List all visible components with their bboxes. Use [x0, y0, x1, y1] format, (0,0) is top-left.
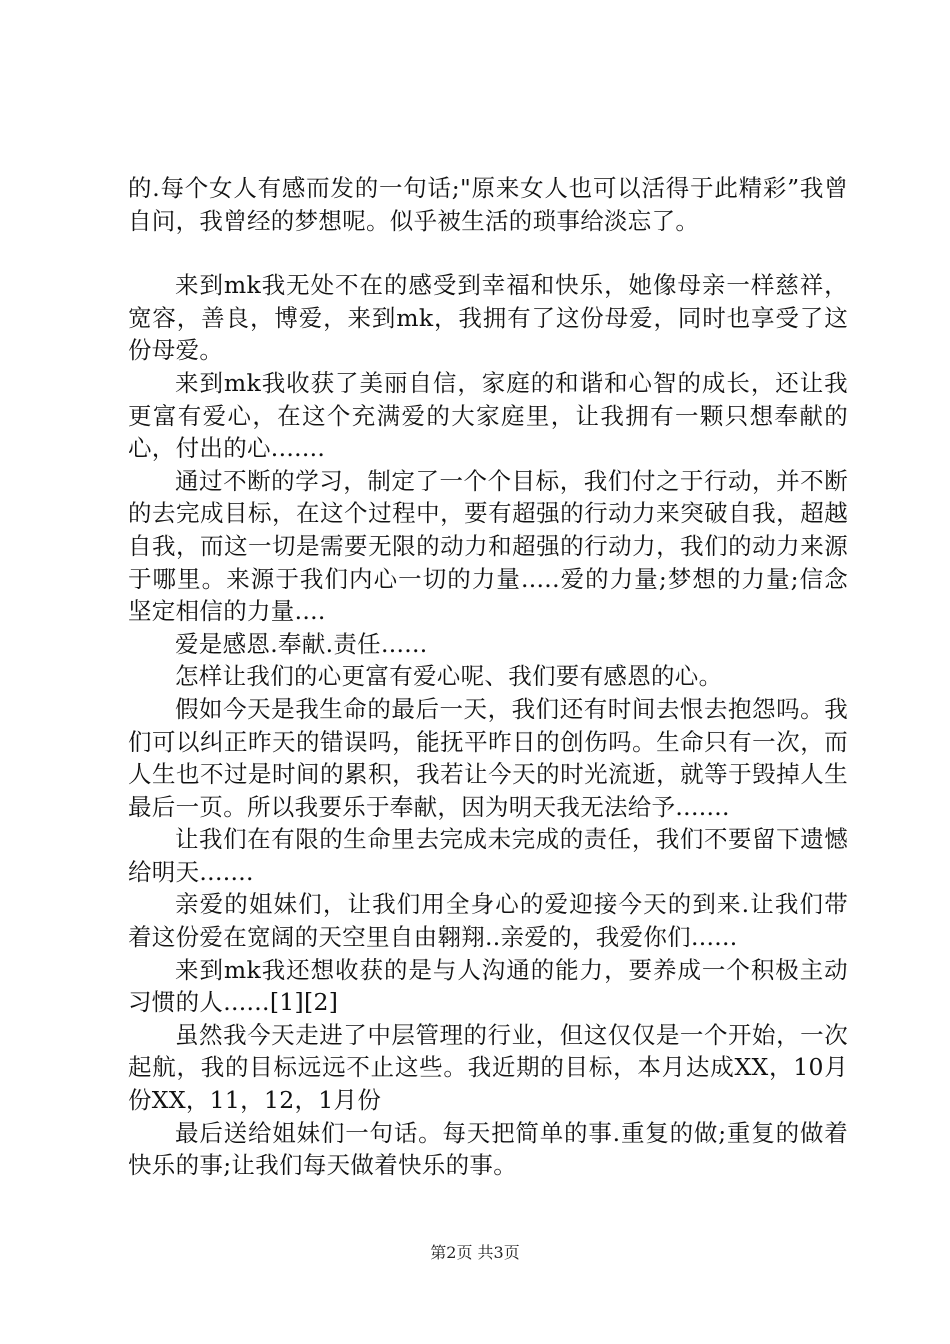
paragraph-continuation: 的.每个女人有感而发的一句话;"原来女人也可以活得于此精彩”我曾自问，我曾经的梦想呢。似乎被生活的琐事给淡忘了。 [128, 174, 848, 235]
paragraph: 来到mk我收获了美丽自信，家庭的和谐和心智的成长，还让我更富有爱心，在这个充满爱的大家庭里，让我拥有一颗只想奉献的心，付出的心....... [128, 368, 848, 463]
document-body [128, 172, 848, 1182]
paragraph: 通过不断的学习，制定了一个个目标，我们付之于行动，并不断的去完成目标，在这个过程中，要有超强的行动力来突破自我，超越自我，而这一切是需要无限的动力和超强的行动力，我们的动力来源于哪里。来源于我们内心一切的力量.....爱的力量;梦想的力量;信念坚定相信的力量.... [128, 466, 848, 626]
paragraph: 来到mk我无处不在的感受到幸福和快乐，她像母亲一样慈祥，宽容，善良，博爱，来到mk，我拥有了这份母爱，同时也享受了这份母爱。 [128, 271, 848, 365]
paragraph: 怎样让我们的心更富有爱心呢、我们要有感恩的心。 [175, 662, 723, 691]
paragraph: 让我们在有限的生命里去完成未完成的责任，我们不要留下遗憾给明天....... [128, 825, 848, 886]
paragraph: 爱是感恩.奉献.责任...... [175, 629, 428, 658]
paragraph: 来到mk我还想收获的是与人沟通的能力，要养成一个积极主动习惯的人......[1][2] [128, 955, 848, 1017]
paragraph: 假如今天是我生命的最后一天，我们还有时间去恨去抱怨吗。我们可以纠正昨天的错误吗，能抚平昨日的创伤吗。生命只有一次，而人生也不过是时间的累积，我若让今天的时光流逝，就等于毁掉人生最后一页。所以我要乐于奉献，因为明天我无法给予....... [128, 694, 848, 821]
paragraph: 亲爱的姐妹们，让我们用全身心的爱迎接今天的到来.让我们带着这份爱在宽阔的天空里自由翱翔..亲爱的，我爱你们...... [128, 890, 848, 952]
page-number-footer: 第2页 共3页 [430, 1243, 520, 1262]
paragraph: 虽然我今天走进了中层管理的行业，但这仅仅是一个开始，一次起航，我的目标远远不止这些。我近期的目标，本月达成XX，10月份XX，11，12，1月份 [128, 1020, 848, 1115]
paragraph: 最后送给姐妹们一句话。每天把简单的事.重复的做;重复的做着快乐的事;让我们每天做着快乐的事。 [128, 1118, 848, 1180]
